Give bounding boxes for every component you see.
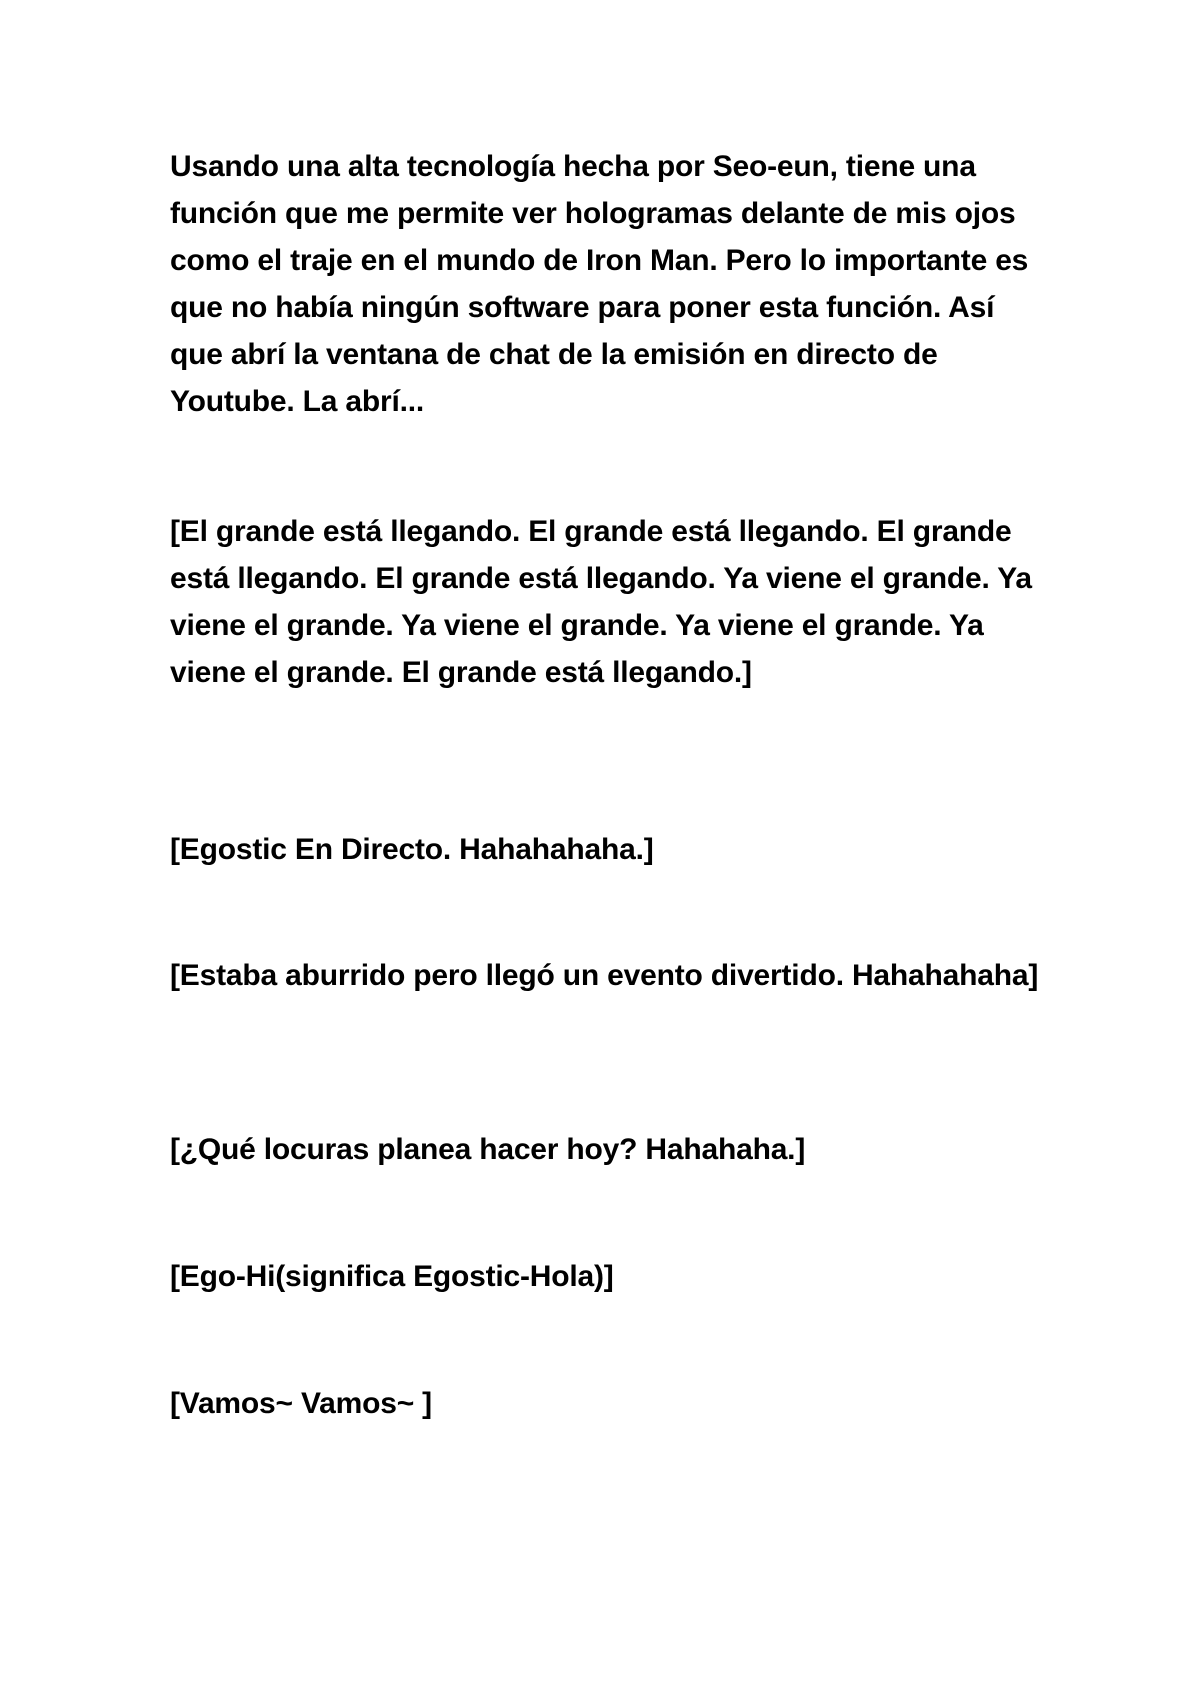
chat-message-paragraph: [Vamos~ Vamos~ ]: [170, 1387, 432, 1420]
chat-message-paragraph: [Ego-Hi(significa Egostic-Hola)]: [170, 1260, 614, 1293]
chat-message-paragraph: [El grande está llegando. El grande está llegando. El grande está llegando. El grande está llegando. Ya viene el grande. Ya viene el grande. Ya viene el grande. Ya viene el grande. Ya viene el grande. El grande está llegando.]: [170, 515, 1032, 689]
narration-paragraph: Usando una alta tecnología hecha por Seo-eun, tiene una función que me permite ver hologramas delante de mis ojos como el traje en el mundo de Iron Man. Pero lo importante es que no había ningún software para poner esta función. Así que abrí la ventana de chat de la emisión en directo de Youtube. La abrí...: [170, 150, 1029, 418]
chat-message-paragraph: [Egostic En Directo. Hahahahaha.]: [170, 833, 654, 866]
chat-message-paragraph: [¿Qué locuras planea hacer hoy? Hahahaha.]: [170, 1133, 806, 1166]
chat-message-paragraph: [Estaba aburrido pero llegó un evento divertido. Hahahahaha]: [170, 959, 1039, 992]
